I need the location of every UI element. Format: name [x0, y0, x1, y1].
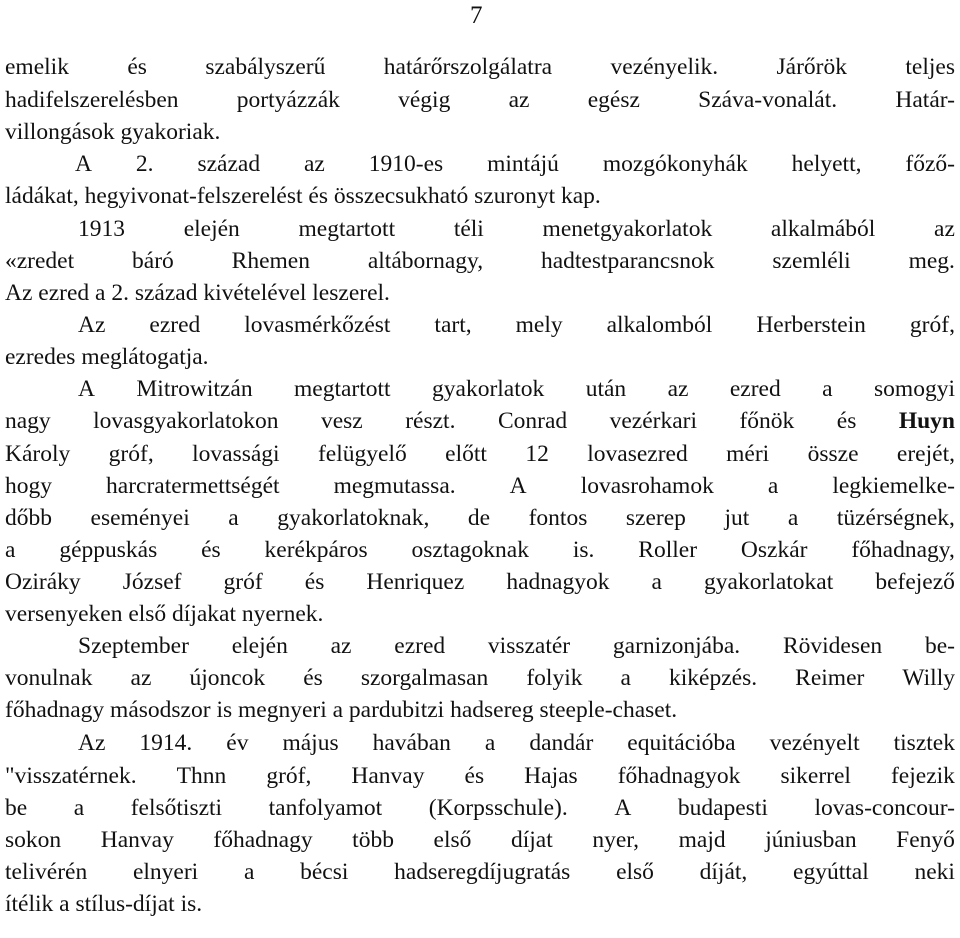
text-line: Károly gróf, lovassági felügyelő előtt 12 lovasezred méri össze erejét, [5, 441, 955, 467]
text-line: hadifelszerelésben portyázzák végig az egész Száva-vonalát. Határ- [5, 87, 955, 113]
text-line: ítélik a stílus-díjat is. [5, 891, 203, 917]
text-line: be a felsőtiszti tanfolyamot (Korpsschule). A budapesti lovas-concour- [5, 795, 955, 821]
text-line: versenyeken első díjakat nyernek. [5, 601, 324, 627]
text-line: nagy lovasgyakorlatokon vesz részt. Conrad vezérkari főnök és Huyn [5, 408, 955, 434]
text-line: «zredet báró Rhemen altábornagy, hadtestparancsnok szemléli meg. [5, 248, 955, 274]
text-line: Az 1914. év május havában a dandár equitációba vezényelt tisztek [78, 730, 955, 756]
text-line: sokon Hanvay főhadnagy több első díjat nyer, majd júniusban Fenyő [5, 827, 955, 853]
text-line: Oziráky József gróf és Henriquez hadnagyok a gyakorlatokat befejező [5, 569, 955, 595]
text-line: főhadnagy másodszor is megnyeri a pardubitzi hadsereg steeple-chaset. [5, 697, 678, 723]
text-line: Szeptember elején az ezred visszatér garnizonjába. Rövidesen be- [78, 633, 955, 659]
text-line: a géppuskás és kerékpáros osztagoknak is. Roller Oszkár főhadnagy, [5, 537, 955, 563]
text-line: emelik és szabályszerű határőrszolgálatra vezényelik. Járőrök teljes [5, 54, 955, 80]
text-line: vonulnak az újoncok és szorgalmasan folyik a kiképzés. Reimer Willy [5, 665, 955, 691]
text-line: villongások gyakoriak. [5, 119, 221, 145]
text-line: ládákat, hegyivonat-felszerelést és összecsukható szuronyt kap. [5, 183, 601, 209]
text-line: "visszatérnek. Thnn gróf, Hanvay és Hajas főhadnagyok sikerrel fejezik [5, 763, 955, 789]
text-line: telivérén elnyeri a bécsi hadseregdíjugratás első díját, egyúttal neki [5, 859, 955, 885]
text-line: hogy harcratermettségét megmutassa. A lovasrohamok a legkiemelke- [5, 473, 955, 499]
page-number: 7 [470, 2, 483, 29]
text-line: A 2. század az 1910-es mintájú mozgókonyhák helyett, főző- [75, 151, 955, 177]
text-line: A Mitrowitzán megtartott gyakorlatok után az ezred a somogyi [78, 376, 955, 402]
text-line: Az ezred a 2. század kivételével leszerel. [5, 280, 390, 306]
text-line: Az ezred lovasmérkőzést tart, mely alkalomból Herberstein gróf, [78, 312, 955, 338]
text-line: 1913 elején megtartott téli menetgyakorlatok alkalmából az [78, 216, 955, 242]
text-line: dőbb eseményei a gyakorlatoknak, de fontos szerep jut a tüzérségnek, [5, 505, 955, 531]
text-line: ezredes meglátogatja. [5, 344, 209, 370]
